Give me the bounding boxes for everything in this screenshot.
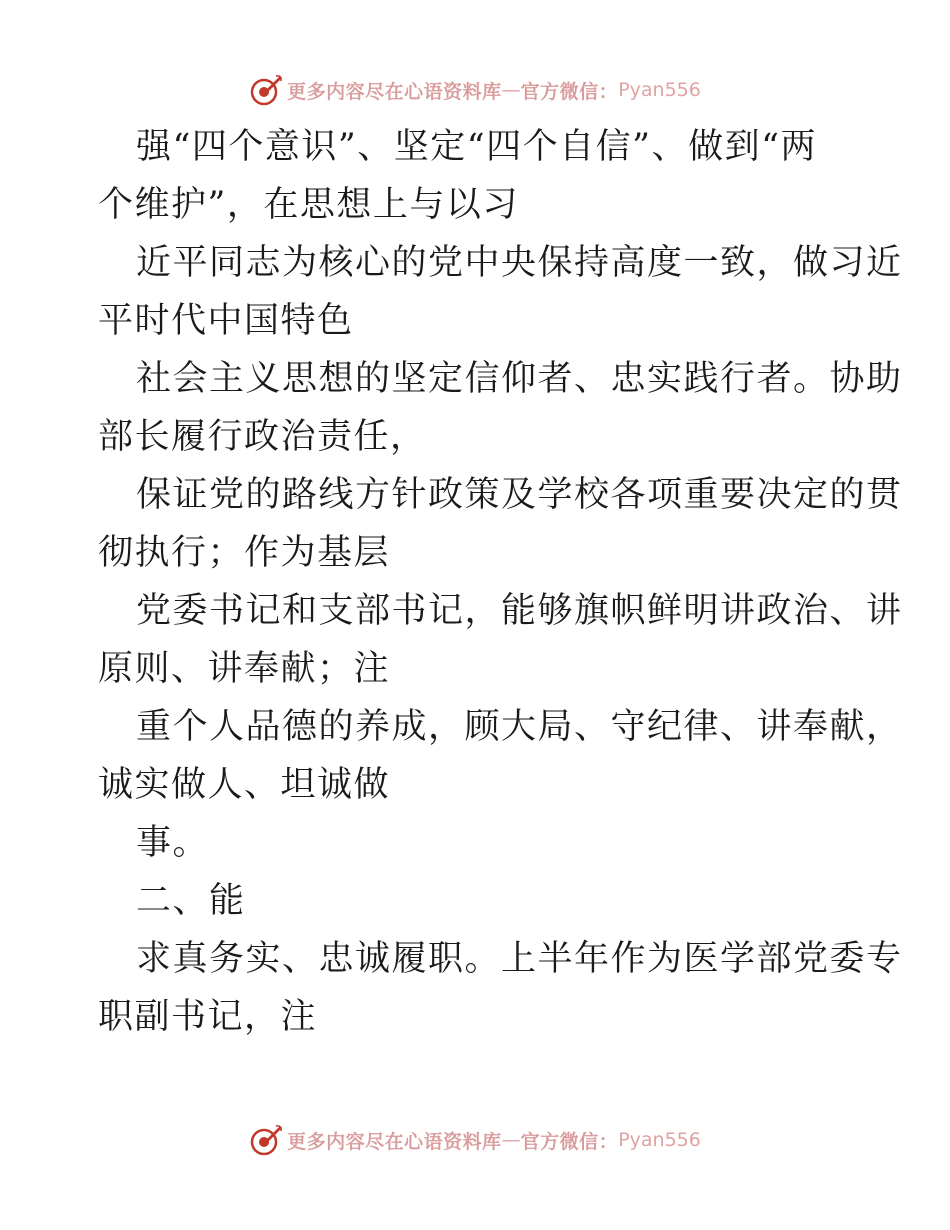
text-line: 事。 [136, 823, 210, 863]
section-heading: 二、能 [136, 881, 246, 921]
header-watermark [0, 70, 950, 110]
watermark-wechat: Pyan556 [618, 79, 701, 101]
watermark-dash: — [501, 79, 521, 101]
quill-seal-icon [249, 73, 283, 107]
text-line: 近平同志为核心的党中央保持高度一致，做习近 [136, 243, 903, 283]
watermark-brand: 更多内容尽在心语资料库 [287, 80, 502, 103]
watermark-official: 官方微信： [520, 1130, 619, 1153]
text-line: 平时代中国特色 [98, 301, 354, 341]
text-line: 个维护”，在思想上与以习 [98, 185, 519, 225]
text-line: 诚实做人、坦诚做 [98, 765, 391, 805]
text-line: 党委书记和支部书记，能够旗帜鲜明讲政治、讲 [136, 591, 903, 631]
text-line: 职副书记，注 [98, 997, 318, 1037]
watermark-official: 官方微信： [520, 80, 619, 103]
text-line: 强“四个意识”、坚定“四个自信”、做到“两 [136, 127, 817, 167]
footer-watermark [0, 1120, 950, 1160]
watermark-dash: — [501, 1129, 521, 1151]
document-body [98, 118, 903, 1046]
text-line: 重个人品德的养成，顾大局、守纪律、讲奉献， [136, 707, 903, 747]
watermark-wechat: Pyan556 [618, 1129, 701, 1151]
text-line: 求真务实、忠诚履职。上半年作为医学部党委专 [136, 939, 903, 979]
quill-seal-icon [249, 1123, 283, 1157]
text-line: 彻执行；作为基层 [98, 533, 391, 573]
text-line: 保证党的路线方针政策及学校各项重要决定的贯 [136, 475, 903, 515]
text-line: 部长履行政治责任， [98, 417, 427, 457]
text-line: 社会主义思想的坚定信仰者、忠实践行者。协助 [136, 359, 903, 399]
text-line: 原则、讲奉献；注 [98, 649, 391, 689]
watermark-brand: 更多内容尽在心语资料库 [287, 1130, 502, 1153]
